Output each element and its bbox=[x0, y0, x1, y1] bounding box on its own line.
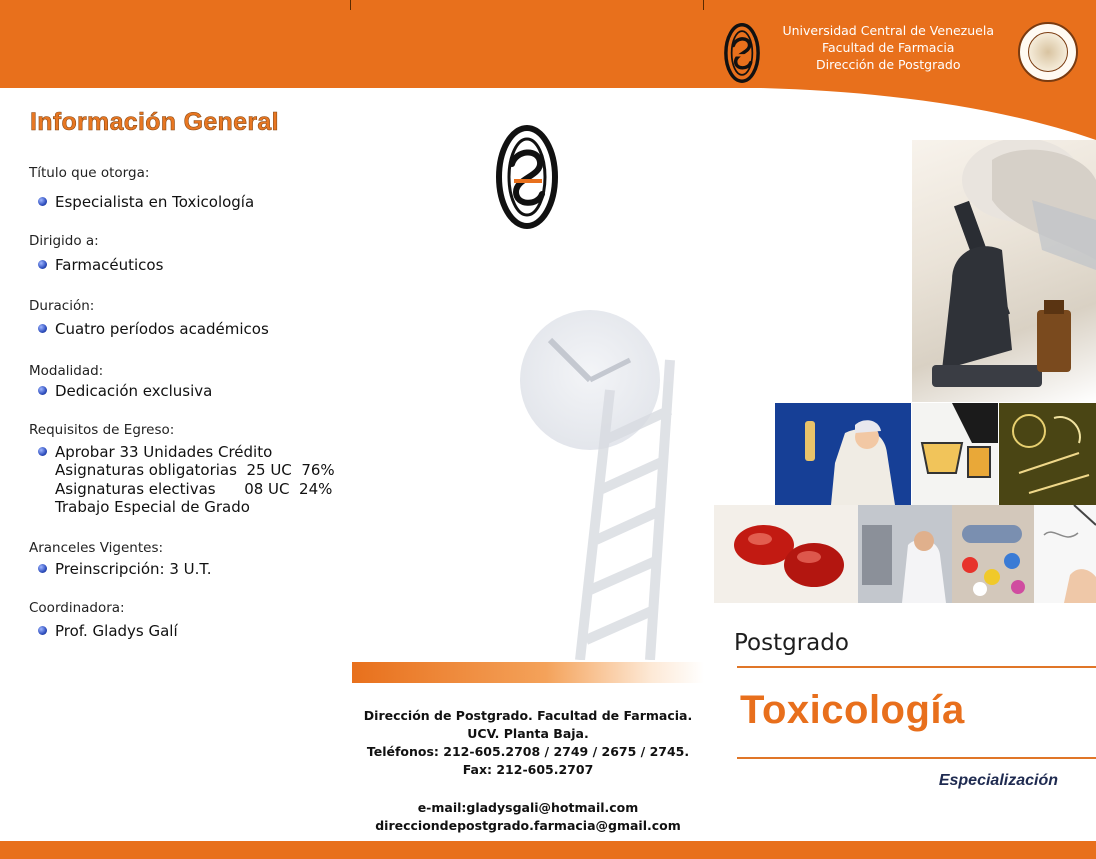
egreso-line-4: Trabajo Especial de Grado bbox=[55, 498, 250, 516]
contact-line-4: Fax: 212-605.2707 bbox=[462, 762, 594, 777]
contact-line-1: Dirección de Postgrado. Facultad de Farmacia. bbox=[363, 708, 693, 723]
pills-photo bbox=[952, 505, 1034, 603]
field-label-egreso: Requisitos de Egreso: bbox=[29, 422, 175, 438]
microscope-photo bbox=[912, 140, 1096, 402]
bullet-icon bbox=[38, 260, 47, 269]
field-label-dirigido: Dirigido a: bbox=[29, 233, 99, 249]
egreso-line-3: Asignaturas electivas 08 UC 24% bbox=[55, 480, 333, 498]
field-value-dirigido: Farmacéuticos bbox=[38, 256, 163, 274]
field-value-titulo: Especialista en Toxicología bbox=[38, 193, 254, 211]
faculty-logo-icon bbox=[723, 22, 761, 84]
egreso-line-2: Asignaturas obligatorias 25 UC 76% bbox=[55, 461, 335, 479]
faculty-name: Facultad de Farmacia bbox=[821, 40, 955, 55]
cover-kicker: Postgrado bbox=[734, 630, 849, 656]
cover-rule-bottom bbox=[737, 757, 1096, 759]
bullet-icon bbox=[38, 626, 47, 635]
bullet-icon bbox=[38, 564, 47, 573]
handwriting-photo bbox=[1034, 505, 1096, 603]
field-value-modalidad: Dedicación exclusiva bbox=[38, 382, 212, 400]
bullet-icon bbox=[38, 324, 47, 333]
field-label-duracion: Duración: bbox=[29, 298, 95, 314]
faculty-logo-large-icon bbox=[494, 124, 560, 230]
red-capsules-photo bbox=[714, 505, 858, 603]
field-label-titulo: Título que otorga: bbox=[29, 165, 150, 181]
cover-subtitle: Especialización bbox=[938, 772, 1058, 789]
bullet-icon bbox=[38, 447, 47, 456]
lab-technician-photo bbox=[858, 505, 952, 603]
contact-line-2: UCV. Planta Baja. bbox=[467, 726, 589, 741]
scientist-flask-photo bbox=[775, 403, 911, 505]
contact-email-1: e-mail:gladysgali@hotmail.com bbox=[417, 800, 639, 815]
fold-mark-left bbox=[350, 0, 351, 10]
egreso-line-1: Aprobar 33 Unidades Crédito bbox=[38, 443, 272, 461]
section-title: Información General bbox=[30, 108, 279, 136]
fold-mark-right bbox=[703, 0, 704, 10]
university-name: Universidad Central de Venezuela bbox=[782, 23, 994, 38]
field-value-coordinadora: Prof. Gladys Galí bbox=[38, 622, 178, 640]
contact-email-2: direcciondepostgrado.farmacia@gmail.com bbox=[375, 818, 681, 833]
field-value-aranceles: Preinscripción: 3 U.T. bbox=[38, 560, 212, 578]
university-header bbox=[782, 22, 994, 73]
field-label-modalidad: Modalidad: bbox=[29, 363, 104, 379]
bullet-icon bbox=[38, 197, 47, 206]
contact-divider-bar bbox=[352, 662, 704, 683]
clock-tower-watermark bbox=[520, 300, 720, 660]
cover-rule-top bbox=[737, 666, 1096, 668]
field-label-aranceles: Aranceles Vigentes: bbox=[29, 540, 164, 556]
beaker-pour-photo bbox=[912, 403, 998, 505]
contact-line-3: Teléfonos: 212-605.2708 / 2749 / 2675 / 2745. bbox=[366, 744, 690, 759]
formulas-photo bbox=[999, 403, 1096, 505]
direction-name: Dirección de Postgrado bbox=[815, 57, 961, 72]
footer-band bbox=[0, 841, 1096, 859]
field-label-coordinadora: Coordinadora: bbox=[29, 600, 125, 616]
bullet-icon bbox=[38, 386, 47, 395]
field-value-duracion: Cuatro períodos académicos bbox=[38, 320, 269, 338]
cover-title: Toxicología bbox=[740, 688, 965, 732]
university-seal-icon bbox=[1018, 22, 1078, 82]
